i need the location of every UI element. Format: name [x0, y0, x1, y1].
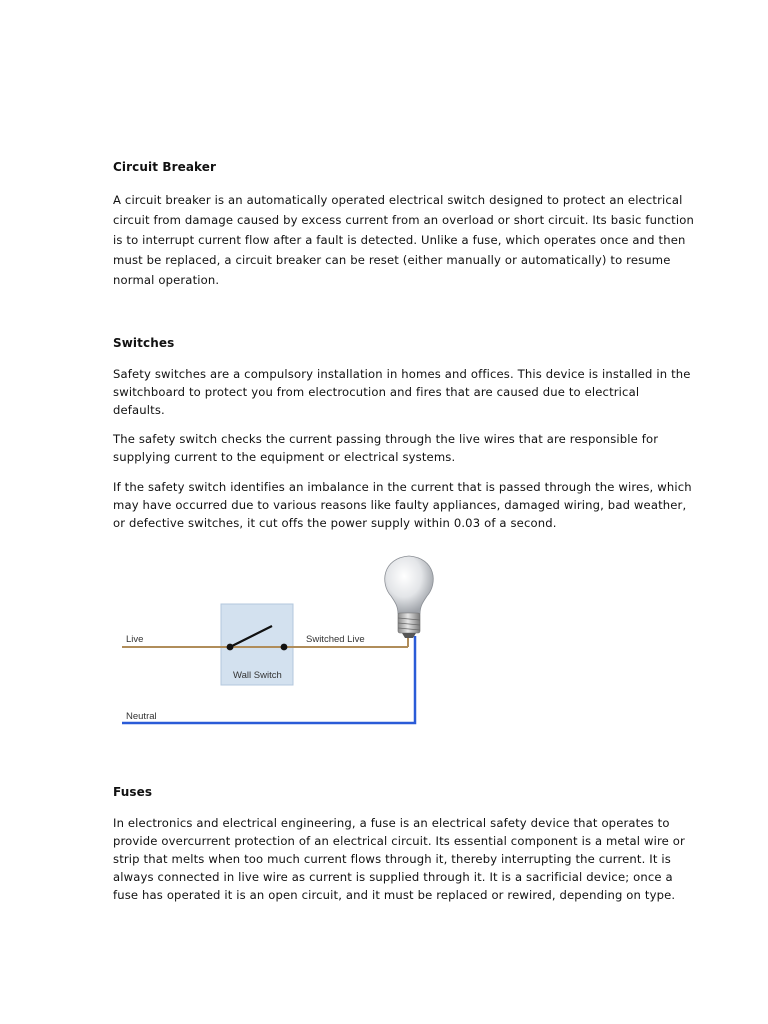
- text-line: The safety switch checks the current passing through the live wires that are responsible for: [113, 432, 659, 446]
- text-line: may have occurred due to various reasons like faulty appliances, damaged wiring, bad weather,: [113, 498, 687, 512]
- circuit-breaker-heading: Circuit Breaker: [113, 160, 217, 174]
- circuit-breaker-paragraph: [113, 190, 694, 290]
- fuses-paragraph: [113, 814, 685, 904]
- text-line: is to interrupt current flow after a fault is detected. Unlike a fuse, which operates once and then: [113, 233, 686, 247]
- text-line: provide overcurrent protection of an electrical circuit. Its essential component is a metal wire or: [113, 834, 685, 848]
- switch-pivot-contact: [227, 644, 234, 651]
- switched-live-label: Switched Live: [306, 634, 365, 645]
- text-line: Safety switches are a compulsory installation in homes and offices. This device is installed in the: [113, 367, 691, 381]
- live-label: Live: [126, 634, 144, 645]
- text-line: strip that melts when too much current flows through it, thereby interrupting the current. It is: [113, 852, 671, 866]
- text-line: must be replaced, a circuit breaker can be reset (either manually or automatically) to resume: [113, 253, 671, 267]
- text-line: A circuit breaker is an automatically operated electrical switch designed to protect an electrical: [113, 193, 683, 207]
- switches-paragraph-2: [113, 430, 658, 466]
- light-bulb-glass: [385, 556, 434, 614]
- fuses-heading: Fuses: [113, 785, 153, 799]
- switches-heading: Switches: [113, 336, 175, 350]
- text-line: circuit from damage caused by excess current from an overload or short circuit. Its basic function: [113, 213, 694, 227]
- text-line: or defective switches, it cut offs the power supply within 0.03 of a second.: [113, 516, 557, 530]
- text-line: defaults.: [113, 403, 165, 417]
- switches-paragraph-1: [113, 365, 691, 419]
- text-line: If the safety switch identifies an imbalance in the current that is passed through the wires, which: [113, 480, 692, 494]
- text-line: always connected in live wire as current is supplied through it. It is a sacrificial device; once a: [113, 870, 673, 884]
- text-line: fuse has operated it is an open circuit, and it must be replaced or rewired, depending on type.: [113, 888, 676, 902]
- neutral-label: Neutral: [126, 711, 157, 722]
- switches-paragraph-3: [113, 478, 692, 532]
- text-line: switchboard to protect you from electrocution and fires that are caused due to electrical: [113, 385, 640, 399]
- text-line: supplying current to the equipment or electrical systems.: [113, 450, 456, 464]
- text-line: normal operation.: [113, 273, 220, 287]
- switch-fixed-contact: [281, 644, 288, 651]
- wall-switch-wiring-diagram: [118, 548, 448, 730]
- wall-switch-label: Wall Switch: [233, 670, 282, 681]
- text-line: In electronics and electrical engineering, a fuse is an electrical safety device that operates to: [113, 816, 670, 830]
